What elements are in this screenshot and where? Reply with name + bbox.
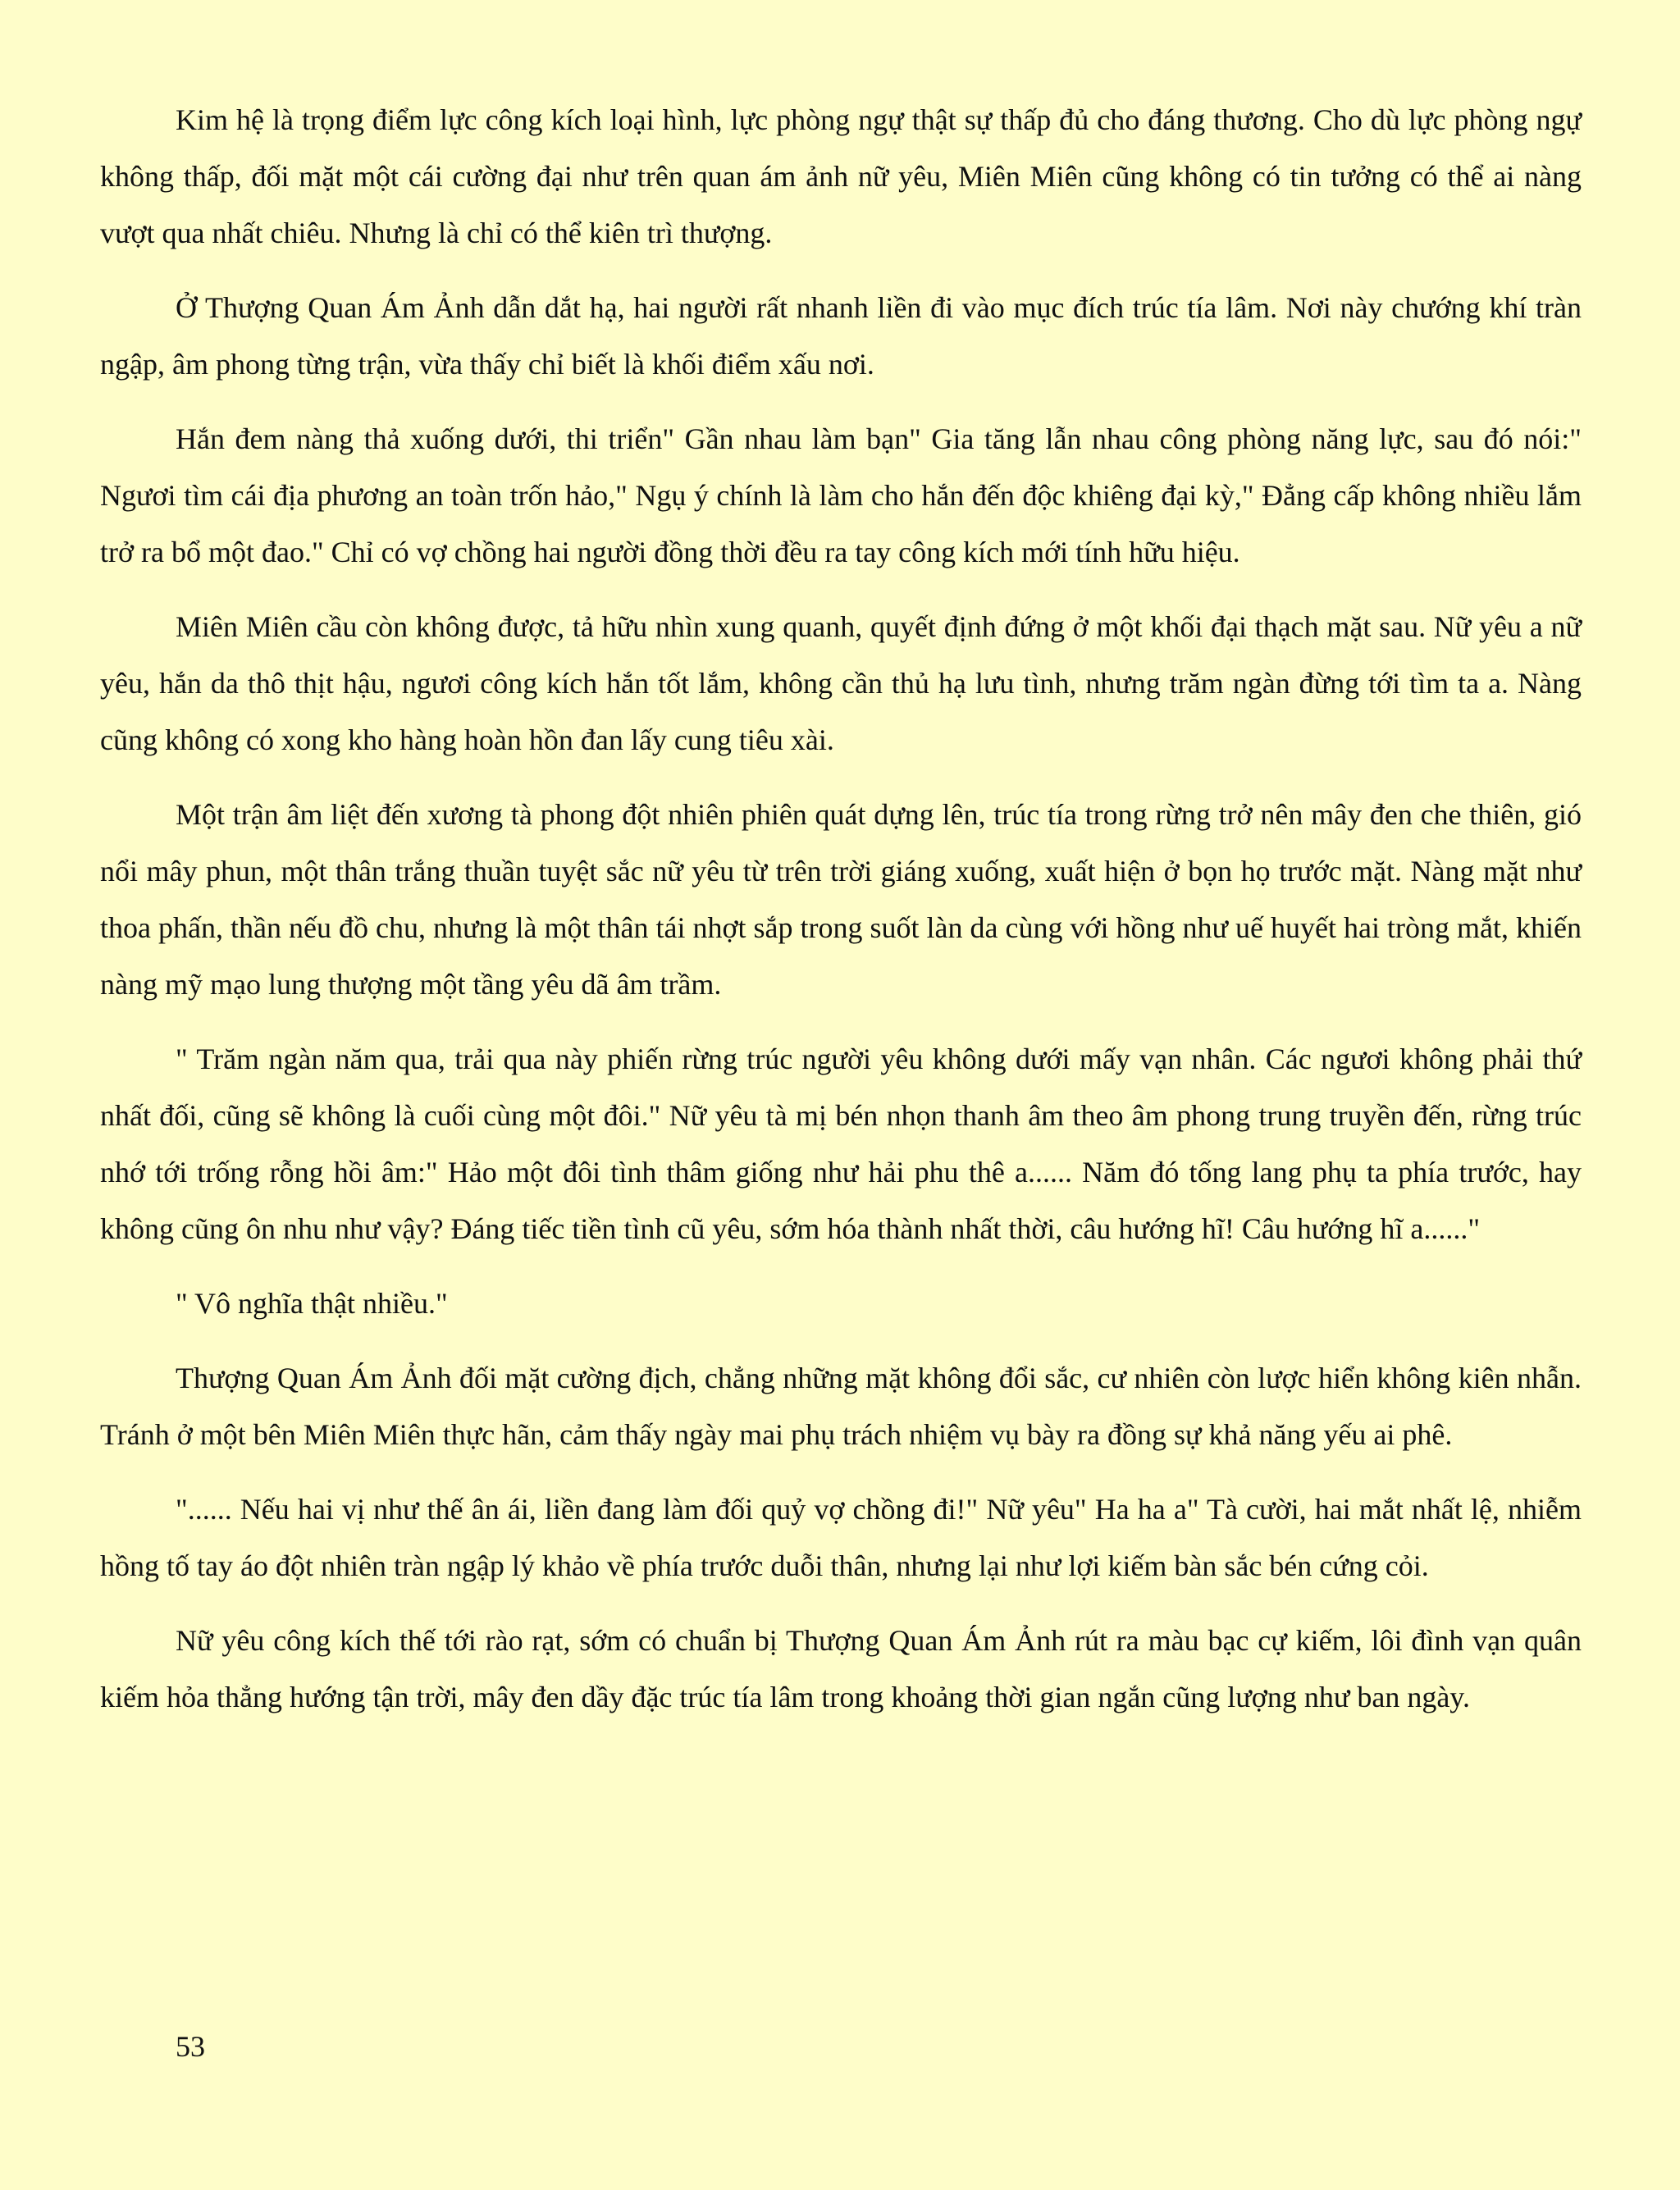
page-number: 53 bbox=[176, 2030, 205, 2063]
paragraph: Ở Thượng Quan Ám Ảnh dẫn dắt hạ, hai người rất nhanh liền đi vào mục đích trúc tía lâm. Nơi này chướng khí tràn ngập, âm phong từng trận, vừa thấy chỉ biết là khối điểm xấu nơi. bbox=[100, 291, 1582, 381]
paragraph: Một trận âm liệt đến xương tà phong đột nhiên phiên quát dựng lên, trúc tía trong rừng trở nên mây đen che thiên, gió nổi mây phun, một thân trắng thuần tuyệt sắc nữ yêu từ trên trời giáng xuống, xuất hiện ở bọn họ trước mặt. Nàng mặt như thoa phấn, thần nếu đồ chu, nhưng là một thân tái nhợt sắp trong suốt làn da cùng với hồng như uế huyết hai tròng mắt, khiến nàng mỹ mạo lung thượng một tầng yêu dã âm trầm. bbox=[100, 798, 1582, 1001]
paragraph: " Vô nghĩa thật nhiều." bbox=[176, 1287, 448, 1320]
paragraph: Nữ yêu công kích thế tới rào rạt, sớm có chuẩn bị Thượng Quan Ám Ảnh rút ra màu bạc cự kiếm, lôi đình vạn quân kiếm hỏa thẳng hướng tận trời, mây đen dầy đặc trúc tía lâm trong khoảng thời gian ngắn cũng lượng như ban ngày. bbox=[100, 1624, 1582, 1713]
paragraph: Kim hệ là trọng điểm lực công kích loại hình, lực phòng ngự thật sự thấp đủ cho đáng thương. Cho dù lực phòng ngự không thấp, đối mặt một cái cường đại như trên quan ám ảnh nữ yêu, Miên Miên cũng không có tin tưởng có thể ai nàng vượt qua nhất chiêu. Nhưng là chỉ có thể kiên trì thượng. bbox=[100, 103, 1582, 249]
document-body bbox=[100, 92, 1582, 1744]
paragraph: Thượng Quan Ám Ảnh đối mặt cường địch, chẳng những mặt không đổi sắc, cư nhiên còn lược hiển không kiên nhẫn. Tránh ở một bên Miên Miên thực hãn, cảm thấy ngày mai phụ trách nhiệm vụ bày ra đồng sự khả năng yếu ai phê. bbox=[100, 1362, 1582, 1451]
paragraph: Miên Miên cầu còn không được, tả hữu nhìn xung quanh, quyết định đứng ở một khối đại thạch mặt sau. Nữ yêu a nữ yêu, hắn da thô thịt hậu, ngươi công kích hắn tốt lắm, không cần thủ hạ lưu tình, nhưng trăm ngàn đừng tới tìm ta a. Nàng cũng không có xong kho hàng hoàn hồn đan lấy cung tiêu xài. bbox=[100, 610, 1582, 756]
paragraph: "...... Nếu hai vị như thế ân ái, liền đang làm đối quỷ vợ chồng đi!" Nữ yêu" Ha ha a" Tà cười, hai mắt nhất lệ, nhiễm hồng tố tay áo đột nhiên tràn ngập lý khảo về phía trước duỗi thân, nhưng lại như lợi kiếm bàn sắc bén cứng cỏi. bbox=[100, 1493, 1582, 1582]
paragraph: Hắn đem nàng thả xuống dưới, thi triển" Gần nhau làm bạn" Gia tăng lẫn nhau công phòng năng lực, sau đó nói:" Ngươi tìm cái địa phương an toàn trốn hảo," Ngụ ý chính là làm cho hắn đến độc khiêng đại kỳ," Đẳng cấp không nhiều lắm trở ra bổ một đao." Chỉ có vợ chồng hai người đồng thời đều ra tay công kích mới tính hữu hiệu. bbox=[100, 422, 1582, 568]
paragraph: " Trăm ngàn năm qua, trải qua này phiến rừng trúc người yêu không dưới mấy vạn nhân. Các ngươi không phải thứ nhất đối, cũng sẽ không là cuối cùng một đôi." Nữ yêu tà mị bén nhọn thanh âm theo âm phong trung truyền đến, rừng trúc nhớ tới trống rỗng hồi âm:" Hảo một đôi tình thâm giống như hải phu thê a...... Năm đó tống lang phụ ta phía trước, hay không cũng ôn nhu như vậy? Đáng tiếc tiền tình cũ yêu, sớm hóa thành nhất thời, câu hướng hĩ! Câu hướng hĩ a......" bbox=[100, 1043, 1582, 1245]
